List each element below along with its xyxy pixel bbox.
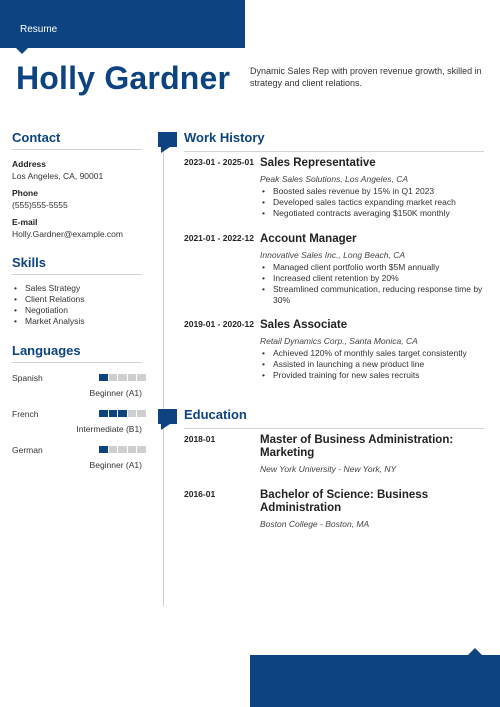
left-column xyxy=(12,130,142,471)
rating-square xyxy=(109,446,118,453)
candidate-name: Holly Gardner xyxy=(16,60,231,96)
rating-square xyxy=(118,446,127,453)
education-date: 2016-01 xyxy=(184,489,216,499)
language-name: Spanish xyxy=(12,373,43,383)
address-value: Los Angeles, CA, 90001 xyxy=(12,171,104,181)
job-bullet: • Assisted in launching a new product line xyxy=(260,359,486,370)
resume-label: Resume xyxy=(20,24,58,35)
education-degree: Master of Business Administration: Marketing xyxy=(260,434,454,459)
job-bullets xyxy=(260,348,486,381)
skills-section xyxy=(12,255,142,327)
rating-square xyxy=(109,374,118,381)
section-rule xyxy=(184,151,484,152)
phone-value: (555)555-5555 xyxy=(12,200,68,210)
job-company: Innovative Sales Inc., Long Beach, CA xyxy=(260,250,406,260)
contact-title: Contact xyxy=(12,130,61,145)
language-entry xyxy=(12,373,142,399)
job-bullet: • Negotiated contracts averaging $150K monthly xyxy=(260,208,486,219)
section-rule xyxy=(12,149,142,150)
skill-item: • Client Relations xyxy=(12,294,142,305)
column-divider xyxy=(163,146,164,606)
language-level: Beginner (A1) xyxy=(89,388,142,398)
job-bullet: • Increased client retention by 20% xyxy=(260,273,486,284)
job-date: 2021-01 - 2022-12 xyxy=(184,233,254,243)
email-value: Holly.Gardner@example.com xyxy=(12,229,123,239)
rating-square xyxy=(99,446,108,453)
job-bullet: • Developed sales tactics expanding market reach xyxy=(260,197,486,208)
job-bullet: • Managed client portfolio worth $5M annually xyxy=(260,262,486,273)
language-rating-bar xyxy=(99,410,146,417)
languages-title: Languages xyxy=(12,343,81,358)
rating-square xyxy=(118,374,127,381)
skills-title: Skills xyxy=(12,255,46,270)
rating-square xyxy=(99,410,108,417)
language-rating-bar xyxy=(99,446,146,453)
job-bullets xyxy=(260,186,486,219)
language-rating-bar xyxy=(99,374,146,381)
job-bullets xyxy=(260,262,486,306)
job-bullet: • Achieved 120% of monthly sales target consistently xyxy=(260,348,486,359)
section-rule xyxy=(184,428,484,429)
education-title: Education xyxy=(184,407,247,422)
rating-square xyxy=(118,410,127,417)
education-school: Boston College - Boston, MA xyxy=(260,519,370,529)
rating-square xyxy=(137,410,146,417)
education-date: 2018-01 xyxy=(184,434,216,444)
contact-section xyxy=(12,130,142,239)
bookmark-icon xyxy=(158,132,177,147)
rating-square xyxy=(128,374,137,381)
rating-square xyxy=(99,374,108,381)
banner-notch xyxy=(16,48,28,54)
section-rule xyxy=(12,274,142,275)
languages-section xyxy=(12,343,142,471)
job-bullet: • Provided training for new sales recruits xyxy=(260,370,486,381)
job-date: 2019-01 - 2020-12 xyxy=(184,319,254,329)
header-banner xyxy=(0,0,245,48)
section-rule xyxy=(12,362,142,363)
job-title: Sales Associate xyxy=(260,319,348,331)
job-bullet: • Streamlined communication, reducing response time by 30% xyxy=(260,284,486,306)
footer-block xyxy=(250,655,500,707)
language-name: German xyxy=(12,445,43,455)
education-heading xyxy=(184,407,484,429)
skills-list xyxy=(12,283,142,327)
rating-square xyxy=(137,446,146,453)
work-history-heading xyxy=(184,130,484,152)
education-degree: Bachelor of Science: Business Administration xyxy=(260,489,429,514)
work-history-title: Work History xyxy=(184,130,265,145)
footer-notch xyxy=(468,648,482,655)
language-level: Intermediate (B1) xyxy=(76,424,142,434)
rating-square xyxy=(137,374,146,381)
email-label: E-mail xyxy=(12,217,38,227)
rating-square xyxy=(128,410,137,417)
job-bullet: • Boosted sales revenue by 15% in Q1 2023 xyxy=(260,186,486,197)
professional-summary: Dynamic Sales Rep with proven revenue growth, skilled in strategy and client relations. xyxy=(250,66,482,88)
language-entry xyxy=(12,445,142,471)
rating-square xyxy=(109,410,118,417)
education-school: New York University - New York, NY xyxy=(260,464,397,474)
bookmark-icon xyxy=(158,409,177,424)
phone-label: Phone xyxy=(12,188,38,198)
job-company: Peak Sales Solutions, Los Angeles, CA xyxy=(260,174,409,184)
job-date: 2023-01 - 2025-01 xyxy=(184,157,254,167)
skill-item: • Market Analysis xyxy=(12,316,142,327)
language-name: French xyxy=(12,409,39,419)
job-title: Sales Representative xyxy=(260,157,376,169)
language-entry xyxy=(12,409,142,435)
rating-square xyxy=(128,446,137,453)
address-label: Address xyxy=(12,159,47,169)
language-level: Beginner (A1) xyxy=(89,460,142,470)
job-company: Retail Dynamics Corp., Santa Monica, CA xyxy=(260,336,418,346)
skill-item: • Negotiation xyxy=(12,305,142,316)
job-title: Account Manager xyxy=(260,233,357,245)
skill-item: • Sales Strategy xyxy=(12,283,142,294)
